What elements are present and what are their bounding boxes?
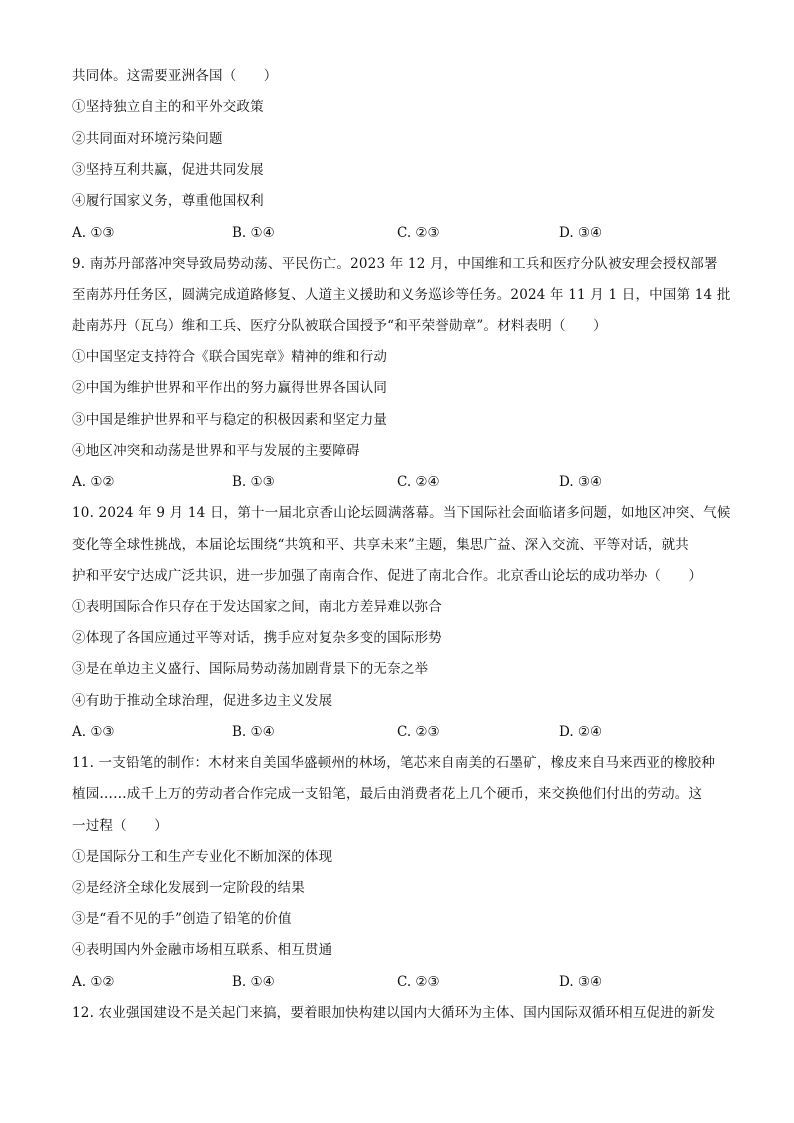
q10-stem-line-2: 变化等全球性挑战，本届论坛围绕“共筑和平、共享未来”主题，集思广益、深入交流、平等对话，就共	[72, 537, 690, 553]
q8-options	[72, 223, 732, 243]
q8-option-d: D. ③④	[559, 225, 603, 241]
q9-stem-line-1: 9. 南苏丹部落冲突导致局势动荡、平民伤亡。2023 年 12 月，中国维和工兵和医疗分队被安理会授权部署	[72, 256, 718, 272]
q10-stem-line-1: 10. 2024 年 9 月 14 日，第十一届北京香山论坛圆满落幕。当下国际社会面临诸多问题，如地区冲突、气候	[72, 505, 731, 521]
q8-option-c: C. ②③	[397, 225, 440, 241]
q10-options	[72, 722, 732, 742]
q8-item-2: ②共同面对环境污染问题	[72, 131, 223, 147]
q10-stem-line-3: 护和平安宁达成广泛共识，进一步加强了南南合作、促进了南北合作。北京香山论坛的成功举办（ ）	[72, 568, 703, 584]
q9-stem-line-3: 赴南苏丹（瓦乌）维和工兵、医疗分队被联合国授予“和平荣誉勋章”。材料表明（ ）	[72, 318, 607, 334]
q10-option-c: C. ②③	[397, 724, 440, 740]
q9-item-3: ③中国是维护世界和平与稳定的积极因素和坚定力量	[72, 412, 388, 428]
q11-stem-line-2: 植园……成千上万的劳动者合作完成一支铅笔，最后由消费者花上几个硬币，来交换他们付出的劳动。这	[72, 786, 703, 802]
q10-option-d: D. ②④	[559, 724, 603, 740]
q8-item-3: ③坚持互利共赢，促进共同发展	[72, 162, 264, 178]
q11-option-b: B. ①④	[232, 974, 275, 990]
q10-option-a: A. ①③	[72, 724, 115, 740]
q8-option-a: A. ①③	[72, 225, 115, 241]
q11-stem-line-1: 11. 一支铅笔的制作：木材来自美国华盛顿州的林场，笔芯来自南美的石墨矿，橡皮来自马来西亚的橡胶种	[72, 755, 716, 771]
q11-stem-line-3: 一过程（ ）	[72, 818, 168, 834]
q10-item-3: ③是在单边主义盛行、国际局势动荡加剧背景下的无奈之举	[72, 661, 429, 677]
q11-option-d: D. ③④	[559, 974, 603, 990]
q8-stem: 共同体。这需要亚洲各国（ ）	[72, 68, 278, 84]
q11-item-2: ②是经济全球化发展到一定阶段的结果	[72, 880, 305, 896]
q9-option-c: C. ②④	[397, 474, 440, 490]
q12-stem-line-1: 12. 农业强国建设不是关起门来搞，要着眼加快构建以国内大循环为主体、国内国际双循环相互促进的新发	[72, 1005, 716, 1021]
q8-item-4: ④履行国家义务，尊重他国权利	[72, 193, 264, 209]
q11-options	[72, 972, 732, 992]
q9-item-1: ①中国坚定支持符合《联合国宪章》精神的维和行动	[72, 349, 388, 365]
q9-stem-line-2: 至南苏丹任务区，圆满完成道路修复、人道主义援助和义务巡诊等任务。2024 年 11 月 1 日，中国第 14 批	[72, 287, 731, 303]
q8-item-1: ①坚持独立自主的和平外交政策	[72, 99, 264, 115]
q11-item-4: ④表明国内外金融市场相互联系、相互贯通	[72, 942, 333, 958]
q11-option-c: C. ②③	[397, 974, 440, 990]
q11-option-a: A. ①②	[72, 974, 115, 990]
q9-option-b: B. ①③	[232, 474, 275, 490]
q11-item-1: ①是国际分工和生产专业化不断加深的体现	[72, 849, 333, 865]
q11-item-3: ③是“看不见的手”创造了铅笔的价值	[72, 911, 292, 927]
q9-options	[72, 472, 732, 492]
q8-option-b: B. ①④	[232, 225, 275, 241]
q9-option-a: A. ①②	[72, 474, 115, 490]
q10-item-2: ②体现了各国应通过平等对话，携手应对复杂多变的国际形势	[72, 630, 442, 646]
q10-option-b: B. ①④	[232, 724, 275, 740]
q9-item-2: ②中国为维护世界和平作出的努力赢得世界各国认同	[72, 380, 388, 396]
q10-item-4: ④有助于推动全球治理，促进多边主义发展	[72, 693, 333, 709]
q9-item-4: ④地区冲突和动荡是世界和平与发展的主要障碍	[72, 443, 360, 459]
q10-item-1: ①表明国际合作只存在于发达国家之间，南北方差异难以弥合	[72, 599, 442, 615]
q9-option-d: D. ③④	[559, 474, 603, 490]
